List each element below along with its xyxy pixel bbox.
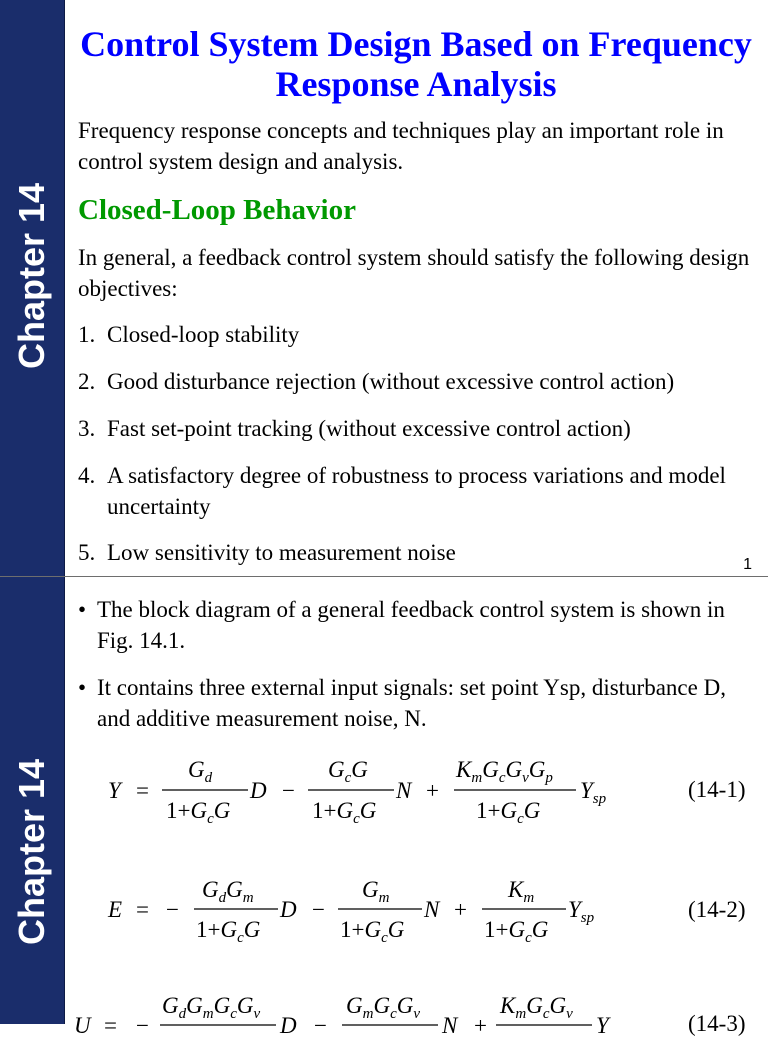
svg-text:1+GcG: $1+G_cG$ [196, 917, 261, 946]
svg-text:Gm: $G_m$ [362, 877, 390, 906]
intro-text: Frequency response concepts and techniques play an important role in control system design and analysis. [78, 118, 724, 174]
svg-text:1+GcG: $1+G_cG$ [166, 798, 231, 827]
equation-label: (14-2) [688, 897, 746, 922]
svg-text:1+GcG: $1+G_cG$ [476, 798, 541, 827]
bullet-item [78, 594, 758, 656]
bullet-item [78, 672, 758, 734]
slide-2 [0, 577, 768, 1038]
svg-text:=: = [136, 778, 149, 803]
equation-label: (14-3) [688, 1011, 746, 1036]
svg-text:GmGcGv: $G_mG_cG_v$ [346, 993, 421, 1022]
bullet-text: The block diagram of a general feedback control system is shown in Fig. 14.1. [97, 597, 725, 653]
svg-text:N: N [442, 1013, 458, 1038]
bullet-text: It contains three external input signals: set point Ysp, disturbance D, and additive measurement noise, N. [97, 675, 726, 731]
svg-text:U: U [74, 1013, 91, 1038]
svg-text:E: E [108, 897, 123, 922]
chapter-sidebar [0, 0, 65, 576]
general-text: In general, a feedback control system should satisfy the following design objectives: [78, 245, 750, 301]
svg-text:KmGcGvGp: $K_mG_cG_vG_p$ [456, 757, 553, 786]
objective-text: Closed-loop stability [107, 322, 300, 347]
objective-text: Good disturbance rejection (without excessive control action) [107, 369, 675, 394]
svg-text:1+GcG: $1+G_cG$ [340, 917, 405, 946]
svg-text:N: N [424, 897, 440, 922]
svg-text:−: − [282, 778, 295, 803]
svg-text:1+GcG: $1+G_cG$ [312, 798, 377, 827]
objective-text: Low sensitivity to measurement noise [107, 540, 456, 565]
svg-text:+: + [474, 1013, 487, 1038]
svg-text:Y: Y [596, 1013, 609, 1038]
bullet-symbol: • [78, 675, 87, 700]
chapter-sidebar [0, 577, 65, 1024]
svg-text:GdGm: $G_dG_m$ [202, 877, 254, 906]
svg-text:=: = [136, 897, 149, 922]
objective-text: A satisfactory degree of robustness to process variations and model uncertainty [107, 463, 726, 519]
svg-text:−: − [312, 897, 325, 922]
objective-text: Fast set-point tracking (without excessive control action) [107, 416, 631, 441]
svg-text:−: − [166, 897, 179, 922]
objective-number: 1. [78, 322, 96, 347]
equation-14-2 [100, 877, 660, 957]
svg-text:Ysp: $Y_{sp}$ [580, 778, 607, 807]
svg-text:Ysp: $Y_{sp}$ [568, 897, 595, 926]
objective-item [78, 413, 758, 444]
svg-text:D: D [250, 778, 267, 803]
svg-text:−: − [136, 1013, 149, 1038]
svg-text:D: D [280, 1013, 297, 1038]
svg-text:Y: Y [108, 778, 121, 803]
objective-item [78, 366, 758, 397]
objective-number: 5. [78, 540, 96, 565]
svg-text:KmGcGv: $K_mG_cG_v$ [500, 993, 573, 1022]
chapter-label: Chapter 14 [11, 182, 52, 370]
slide-title: Control System Design Based on Frequency Response Analysis [80, 24, 752, 104]
objective-number: 2. [78, 369, 96, 394]
svg-text:Km: $K_m$ [508, 877, 535, 906]
equation-14-1 [100, 752, 660, 832]
svg-text:=: = [104, 1013, 117, 1038]
objective-item [78, 537, 758, 568]
equation-label: (14-1) [688, 777, 746, 802]
equation-14-3 [66, 993, 686, 1053]
svg-text:+: + [426, 778, 439, 803]
svg-text:1+GcG: $1+G_cG$ [484, 917, 549, 946]
objective-item [78, 319, 758, 350]
svg-text:Gd: $G_d$ [188, 757, 213, 786]
svg-text:GcG: $G_cG$ [328, 757, 368, 786]
svg-text:N: N [396, 778, 412, 803]
svg-text:D: D [280, 897, 297, 922]
objective-item [78, 460, 738, 522]
section-heading: Closed-Loop Behavior [78, 194, 356, 226]
page-number: 1 [743, 556, 752, 573]
objective-number: 4. [78, 463, 96, 488]
bullet-symbol: • [78, 597, 87, 622]
svg-text:−: − [314, 1013, 327, 1038]
svg-text:GdGmGcGv: $G_dG_mG_cG_v$ [162, 993, 261, 1022]
chapter-label: Chapter 14 [11, 758, 52, 946]
svg-text:+: + [454, 897, 467, 922]
objective-number: 3. [78, 416, 96, 441]
